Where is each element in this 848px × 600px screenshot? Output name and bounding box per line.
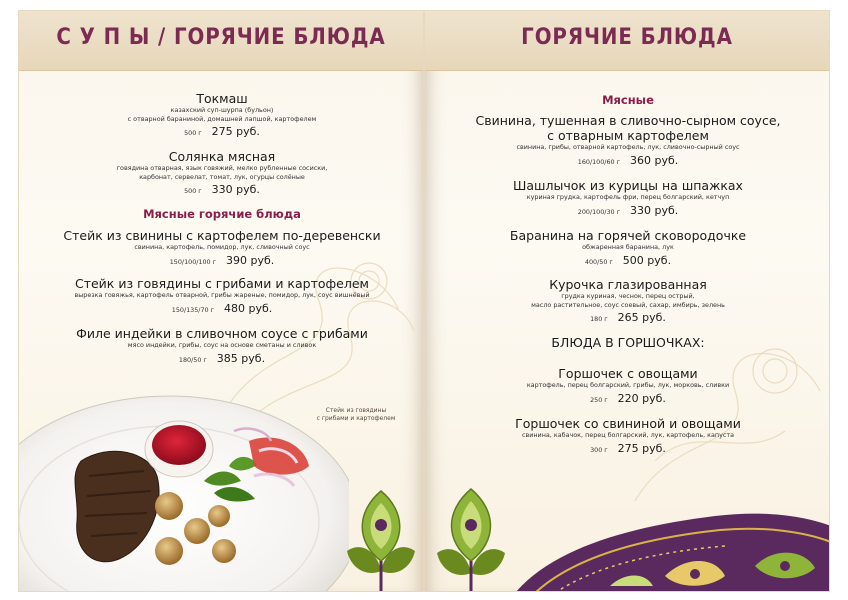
dish-name: Горшочек со свининой и овощами	[515, 416, 741, 431]
dish-price-row	[32, 302, 412, 315]
section-heading-meat: Мясные	[602, 93, 654, 107]
dish-pot-vegetables	[438, 366, 818, 405]
dish-weight: 150/100/100 г	[169, 257, 217, 266]
dish-name: Свинина, тушенная в сливочно-сырном соусе,	[475, 113, 781, 128]
dish-price-row	[438, 442, 818, 455]
dish-weight: 400/50 г	[584, 257, 613, 266]
plate-photo-caption	[301, 407, 411, 423]
dish-turkey-fillet	[32, 326, 412, 365]
dish-name: Стейк из говядины с грибами и картофелем	[74, 276, 369, 291]
paisley-ornament	[515, 506, 830, 592]
caption-line: с грибами и картофелем	[316, 415, 396, 422]
dish-lamb-skillet	[438, 228, 818, 267]
dish-pork-stewed	[438, 113, 818, 167]
dish-price-row	[438, 254, 818, 267]
dish-weight: 250 г	[590, 395, 608, 404]
dish-name: Стейк из свинины с картофелем по-деревенски	[63, 228, 381, 243]
floral-ornament	[337, 481, 424, 592]
dish-price-row	[32, 183, 412, 196]
dish-pork-steak	[32, 228, 412, 267]
dish-name: Солянка мясная	[168, 149, 276, 164]
dish-description: грудка куриная, чеснок, перец острый,	[561, 292, 695, 300]
dish-price: 360 руб.	[629, 153, 679, 167]
dish-beef-steak	[32, 276, 412, 315]
dish-description: куриная грудка, картофель фри, перец болгарский, кетчуп	[526, 193, 730, 201]
dish-description: мясо индейки, грибы, соус на основе сметаны и сливок	[127, 341, 317, 349]
dish-description: обжаренная баранина, лук	[582, 243, 674, 251]
dish-price-row	[32, 254, 412, 267]
dish-price: 330 руб.	[211, 183, 260, 196]
dish-name: Токмаш	[196, 91, 248, 106]
dish-description: говядина отварная, язык говяжий, мелко рубленные сосиски,	[116, 164, 328, 172]
dish-name: Шашлычок из курицы на шпажках	[513, 178, 743, 193]
dish-price-row	[438, 311, 818, 324]
dish-weight: 160/100/60 г	[577, 157, 620, 166]
dish-name: Горшочек с овощами	[558, 366, 698, 381]
dish-price-row	[32, 125, 412, 138]
dish-description: картофель, перец болгарский, грибы, лук, морковь, сливки	[526, 381, 730, 389]
floral-ornament	[425, 481, 515, 592]
section-heading-meat-hot: Мясные горячие блюда	[143, 207, 301, 221]
dish-description: казахский суп-шурпа (бульон)	[170, 106, 274, 114]
dish-weight: 500 г	[184, 129, 202, 137]
dish-description: свинина, грибы, отварной картофель, лук, сливочно-сырный соус	[516, 143, 740, 151]
left-page-title: С У П Ы / ГОРЯЧИЕ БЛЮДА	[56, 25, 386, 50]
dish-name: Курочка глазированная	[549, 277, 707, 292]
dish-description: свинина, кабачок, перец болгарский, лук, картофель, капуста	[521, 431, 735, 439]
dish-pot-pork-vegetables	[438, 416, 818, 455]
dish-solyanka	[32, 149, 412, 196]
right-page	[424, 10, 830, 592]
dish-price-row	[438, 154, 818, 167]
dish-description: масло растительное, соус соевый, сахар, имбирь, зелень	[531, 300, 725, 309]
dish-name: с отварным картофелем	[547, 128, 709, 143]
menu-spread	[18, 10, 830, 592]
dish-price: 330 руб.	[629, 203, 679, 217]
dish-weight: 180 г	[590, 315, 608, 323]
dish-tokmash	[32, 91, 412, 138]
dish-price-row	[32, 352, 412, 365]
plate-photo	[19, 381, 349, 592]
section-heading-pots: БЛЮДА В ГОРШОЧКАХ:	[551, 335, 705, 350]
dish-name: Филе индейки в сливочном соусе с грибами	[76, 326, 368, 341]
dish-price-row	[438, 204, 818, 217]
left-page	[18, 10, 424, 592]
dish-name: Баранина на горячей сковородочке	[509, 228, 747, 243]
dish-price-row	[438, 392, 818, 405]
dish-description: с отварной бараниной, домашней лапшой, картофелем	[127, 114, 317, 123]
dish-price: 385 руб.	[216, 351, 266, 365]
dish-price: 390 руб.	[226, 253, 275, 267]
dish-price: 275 руб.	[617, 441, 666, 455]
dish-glazed-chicken	[438, 277, 818, 324]
dish-chicken-skewers	[438, 178, 818, 217]
dish-weight: 200/100/30 г	[577, 207, 620, 216]
right-page-title: ГОРЯЧИЕ БЛЮДА	[521, 25, 733, 50]
dish-price: 500 руб.	[622, 253, 672, 267]
dish-description: вырезка говяжья, картофель отварной, грибы жареные, помидор, лук, соус вишнёвый	[74, 291, 370, 299]
caption-line: Стейк из говядины	[325, 407, 387, 414]
dish-description: карбонат, сервелат, томат, лук, огурцы солёные	[139, 172, 305, 181]
dish-weight: 150/135/70 г	[171, 305, 214, 314]
dish-price: 480 руб.	[223, 301, 273, 315]
dish-price: 265 руб.	[617, 311, 666, 324]
dish-price: 220 руб.	[617, 391, 666, 405]
dish-weight: 300 г	[590, 445, 608, 454]
dish-weight: 180/50 г	[178, 355, 207, 364]
dish-weight: 500 г	[184, 187, 202, 195]
dish-description: свинина, картофель, помидор, лук, сливочный соус	[134, 243, 310, 251]
dish-price: 275 руб.	[211, 125, 260, 138]
